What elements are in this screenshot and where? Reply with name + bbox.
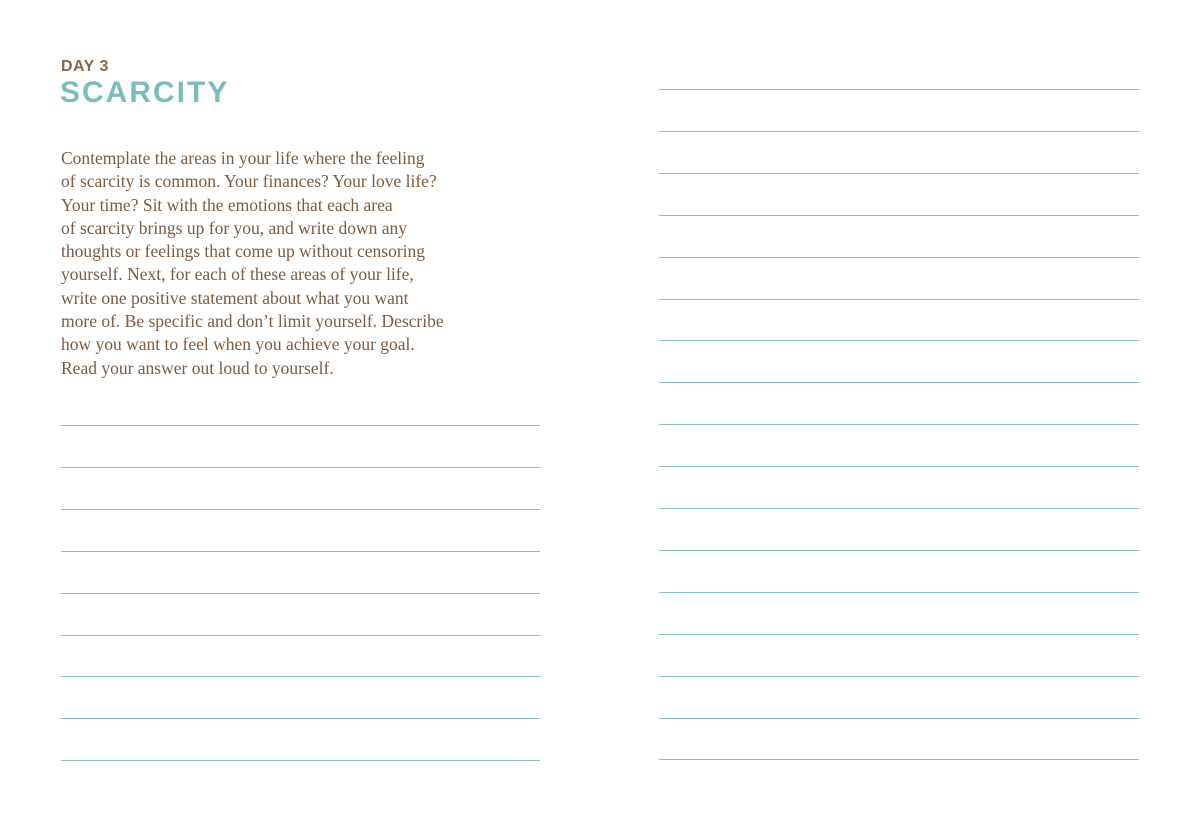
writing-line (659, 215, 1139, 216)
day-label: DAY 3 (61, 58, 109, 75)
prompt-line: more of. Be specific and don’t limit yourself. Describe (61, 311, 444, 332)
writing-line (659, 257, 1139, 258)
writing-line (61, 635, 540, 636)
writing-line (659, 340, 1139, 341)
writing-line (659, 718, 1139, 719)
writing-line (659, 676, 1139, 677)
prompt-line: how you want to feel when you achieve your goal. (61, 334, 415, 355)
writing-line (61, 593, 540, 594)
writing-line (61, 718, 540, 719)
writing-line (61, 467, 540, 468)
writing-line (61, 551, 540, 552)
page-title: SCARCITY (60, 76, 230, 109)
prompt-line: yourself. Next, for each of these areas of your life, (61, 264, 414, 285)
journal-prompt (61, 147, 481, 380)
writing-line (659, 131, 1139, 132)
prompt-line: write one positive statement about what you want (61, 287, 409, 308)
writing-line (659, 592, 1139, 593)
writing-line (659, 424, 1139, 425)
writing-line (659, 508, 1139, 509)
writing-line (61, 509, 540, 510)
writing-line (659, 89, 1139, 90)
writing-line (61, 425, 540, 426)
right-page (600, 0, 1200, 839)
prompt-line: of scarcity brings up for you, and write down any (61, 217, 408, 238)
writing-line (61, 676, 540, 677)
prompt-line: Read your answer out loud to yourself. (61, 357, 334, 378)
writing-line (61, 760, 540, 761)
writing-line (659, 759, 1139, 760)
writing-line (659, 466, 1139, 467)
prompt-line: Your time? Sit with the emotions that each area (61, 194, 393, 215)
writing-line (659, 299, 1139, 300)
writing-line (659, 550, 1139, 551)
prompt-line: of scarcity is common. Your finances? Your love life? (61, 171, 437, 192)
writing-line (659, 382, 1139, 383)
prompt-line: Contemplate the areas in your life where the feeling (61, 148, 425, 168)
writing-line (659, 173, 1139, 174)
prompt-line: thoughts or feelings that come up without censoring (61, 241, 426, 262)
writing-line (659, 634, 1139, 635)
